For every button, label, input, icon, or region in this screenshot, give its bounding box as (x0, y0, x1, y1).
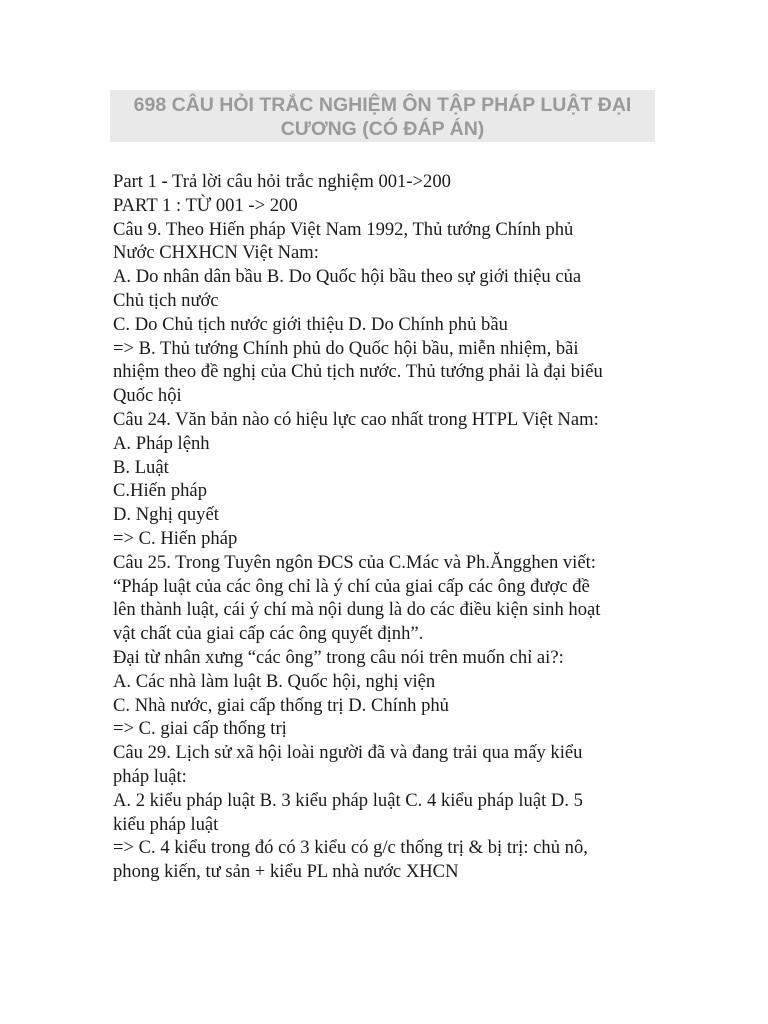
option-line: Chủ tịch nước (113, 289, 219, 311)
question-line: Đại từ nhân xưng “các ông” trong câu nói trên muốn chỉ ai?: (113, 646, 564, 668)
option-line: A. Do nhân dân bầu B. Do Quốc hội bầu theo sự giới thiệu của (113, 266, 582, 288)
option-line: D. Nghị quyết (113, 504, 219, 526)
option-line: C. Nhà nước, giai cấp thống trị D. Chính phủ (113, 694, 449, 716)
question-line: Câu 24. Văn bản nào có hiệu lực cao nhất trong HTPL Việt Nam: (113, 408, 599, 430)
question-line: Câu 9. Theo Hiến pháp Việt Nam 1992, Thủ tướng Chính phủ (113, 218, 574, 240)
question-line: Câu 29. Lịch sử xã hội loài người đã và đang trải qua mấy kiểu (113, 742, 583, 764)
document-body (113, 170, 673, 884)
document-title-banner (110, 90, 655, 142)
document-title-line-2: CƯƠNG (CÓ ĐÁP ÁN) (280, 118, 485, 140)
option-line: C.Hiến pháp (113, 480, 207, 502)
answer-line: => C. 4 kiểu trong đó có 3 kiểu có g/c thống trị & bị trị: chủ nô, (113, 837, 588, 859)
answer-line: Quốc hội (113, 385, 182, 407)
option-line: A. 2 kiểu pháp luật B. 3 kiểu pháp luật C. 4 kiểu pháp luật D. 5 (113, 789, 583, 811)
body-line: PART 1 : TỪ 001 -> 200 (113, 194, 298, 216)
option-line: A. Các nhà làm luật B. Quốc hội, nghị viện (113, 670, 436, 692)
question-line: pháp luật: (113, 765, 187, 787)
answer-line: => B. Thủ tướng Chính phủ do Quốc hội bầu, miễn nhiệm, bãi (113, 337, 579, 359)
quote-line: lên thành luật, cái ý chí mà nội dung là do các điều kiện sinh hoạt (113, 599, 601, 621)
question-line: Nước CHXHCN Việt Nam: (113, 242, 319, 264)
body-line: Part 1 - Trả lời câu hỏi trắc nghiệm 001->200 (113, 171, 451, 192)
question-line: Câu 25. Trong Tuyên ngôn ĐCS của C.Mác và Ph.Ăngghen viết: (113, 551, 596, 573)
option-line: B. Luật (113, 456, 169, 478)
document-title-line-1: 698 CÂU HỎI TRẮC NGHIỆM ÔN TẬP PHÁP LUẬT ĐẠI (133, 94, 632, 116)
answer-line: phong kiến, tư sản + kiểu PL nhà nước XHCN (113, 861, 459, 883)
answer-line: nhiệm theo đề nghị của Chủ tịch nước. Thủ tướng phải là đại biểu (113, 361, 603, 383)
option-line: kiểu pháp luật (113, 813, 219, 835)
option-line: C. Do Chủ tịch nước giới thiệu D. Do Chính phủ bầu (113, 313, 508, 335)
option-line: A. Pháp lệnh (113, 432, 210, 454)
quote-line: “Pháp luật của các ông chỉ là ý chí của giai cấp các ông được đề (113, 575, 590, 597)
answer-line: => C. Hiến pháp (113, 527, 238, 549)
quote-line: vật chất của giai cấp các ông quyết định”. (113, 623, 424, 645)
answer-line: => C. giai cấp thống trị (113, 718, 287, 740)
